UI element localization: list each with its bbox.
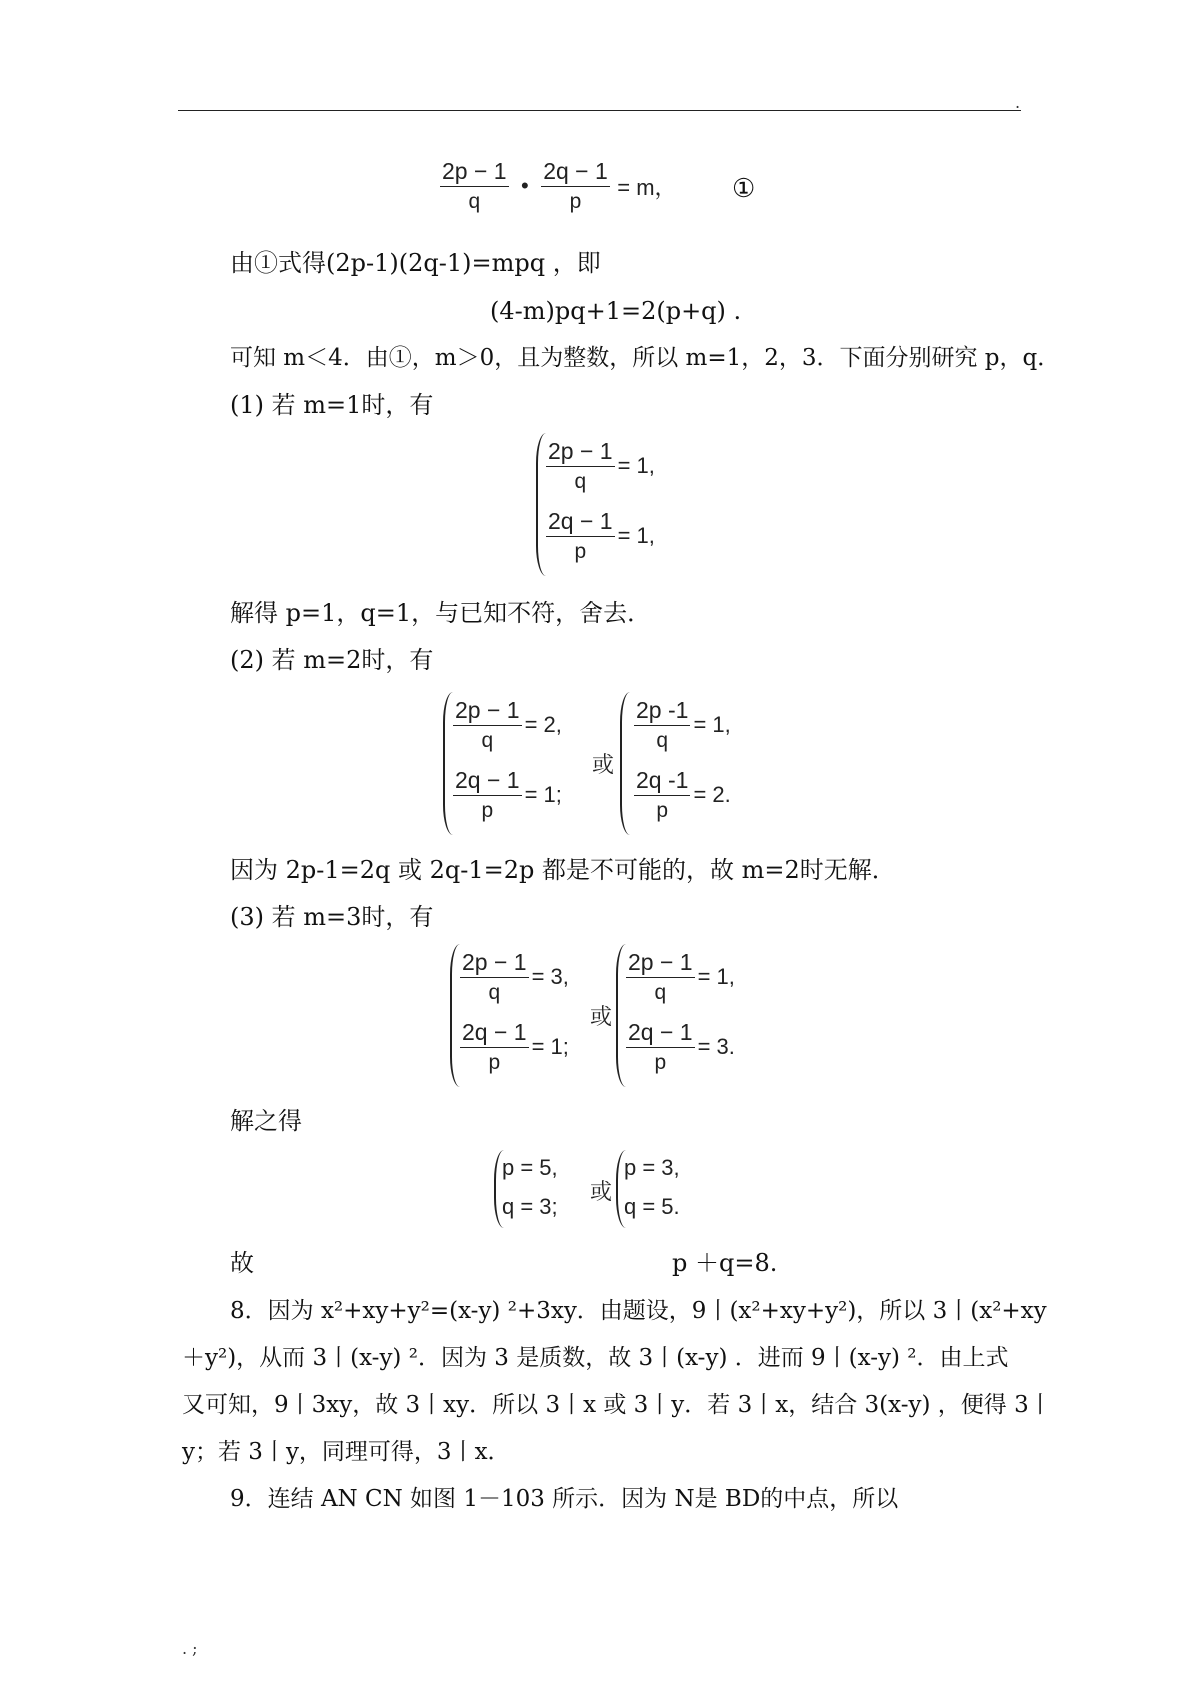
fraction-2p-1-over-q: $\frac{2p - 1}{q}$ [442, 158, 507, 213]
system-4b-row-2: q = 5. [624, 1194, 680, 1219]
solve-heading: 解之得 [230, 1107, 302, 1135]
system-1-row-1: $\frac{2p - 1}{q}$ = 1, [548, 438, 655, 493]
system-3b [626, 947, 735, 1077]
system-2b-row-2: $\frac{2q -1}{p}$ = 2. [636, 767, 731, 822]
case-1-heading: (1) 若 m=1时，有 [230, 391, 434, 419]
system-3a-row-1: $\frac{2p - 1}{q}$ = 3, [462, 949, 569, 1004]
fraction-2q-1-over-p: $\frac{2q - 1}{p}$ [543, 158, 608, 213]
system-4-or: 或 [590, 1179, 613, 1204]
final-result: p ＋q=8. [672, 1249, 778, 1277]
system-4a-row-1: p = 5, [502, 1155, 558, 1180]
header-rule [178, 110, 1021, 111]
system-2a-row-1: $\frac{2p - 1}{q}$ = 2, [455, 697, 562, 752]
system-4a-row-2: q = 3; [502, 1194, 558, 1219]
header-corner-mark: . [1015, 93, 1021, 112]
case-1-conclusion: 解得 p=1，q=1，与已知不符，舍去． [230, 599, 652, 627]
problem-8-line-1: 8．因为 x²+xy+y²=(x-y) ²+3xy．由题设，9丨(x²+xy+y²)，所以 3丨(x²+xy [230, 1298, 1047, 1324]
system-1-row-2: $\frac{2q - 1}{p}$ = 1, [548, 508, 655, 563]
system-3b-row-2: $\frac{2q - 1}{p}$ = 3. [628, 1019, 735, 1074]
system-4a [502, 1152, 558, 1223]
derivation-line: 由①式得(2p-1)(2q-1)=mpq ，即 [230, 249, 601, 277]
system-2a-row-2: $\frac{2q - 1}{p}$ = 1; [455, 767, 562, 822]
equation-tag: ① [732, 174, 756, 204]
therefore-label: 故 [230, 1249, 254, 1277]
case-2-heading: (2) 若 m=2时，有 [230, 646, 434, 674]
system-2b-brace [620, 692, 632, 835]
system-3a-row-2: $\frac{2q - 1}{p}$ = 1; [462, 1019, 569, 1074]
problem-9-line-1: 9．连结 AN CN 如图 1－103 所示．因为 N是 BD的中点，所以 [230, 1486, 899, 1512]
system-4b-row-1: p = 3, [624, 1155, 680, 1180]
range-analysis: 可知 m＜4．由①，m＞0，且为整数，所以 m=1，2，3．下面分别研究 p，q． [230, 345, 1061, 371]
case-2-conclusion: 因为 2p-1=2q 或 2q-1=2p 都是不可能的，故 m=2时无解． [230, 856, 896, 884]
derived-equation: (4-m)pq+1=2(p+q) . [490, 297, 742, 325]
system-1 [546, 436, 655, 566]
system-4b [624, 1152, 680, 1223]
system-2a [453, 695, 562, 825]
problem-8-line-2: ＋y²)，从而 3丨(x-y) ²．因为 3 是质数，故 3丨(x-y) ．进而 9丨(x-y) ²．由上式 [182, 1345, 1009, 1371]
problem-8-line-3: 又可知，9丨3xy，故 3丨xy．所以 3丨x 或 3丨y．若 3丨x，结合 3(x-y) ，便得 3丨 [182, 1392, 1052, 1418]
system-2b-row-1: $\frac{2p -1}{q}$ = 1, [636, 697, 731, 752]
footer-corner-mark: . ; [182, 1639, 198, 1658]
case-3-heading: (3) 若 m=3时，有 [230, 903, 434, 931]
system-3b-row-1: $\frac{2p - 1}{q}$ = 1, [628, 949, 735, 1004]
system-2b [634, 695, 731, 825]
system-3a [460, 947, 569, 1077]
equation-1: $\frac{2p - 1}{q}$ • $\frac{2q - 1}{p}$ = m， [442, 158, 677, 213]
system-3-or: 或 [590, 1004, 613, 1029]
system-2-or: 或 [592, 752, 615, 777]
problem-8-line-4: y；若 3丨y，同理可得，3丨x． [182, 1439, 511, 1465]
